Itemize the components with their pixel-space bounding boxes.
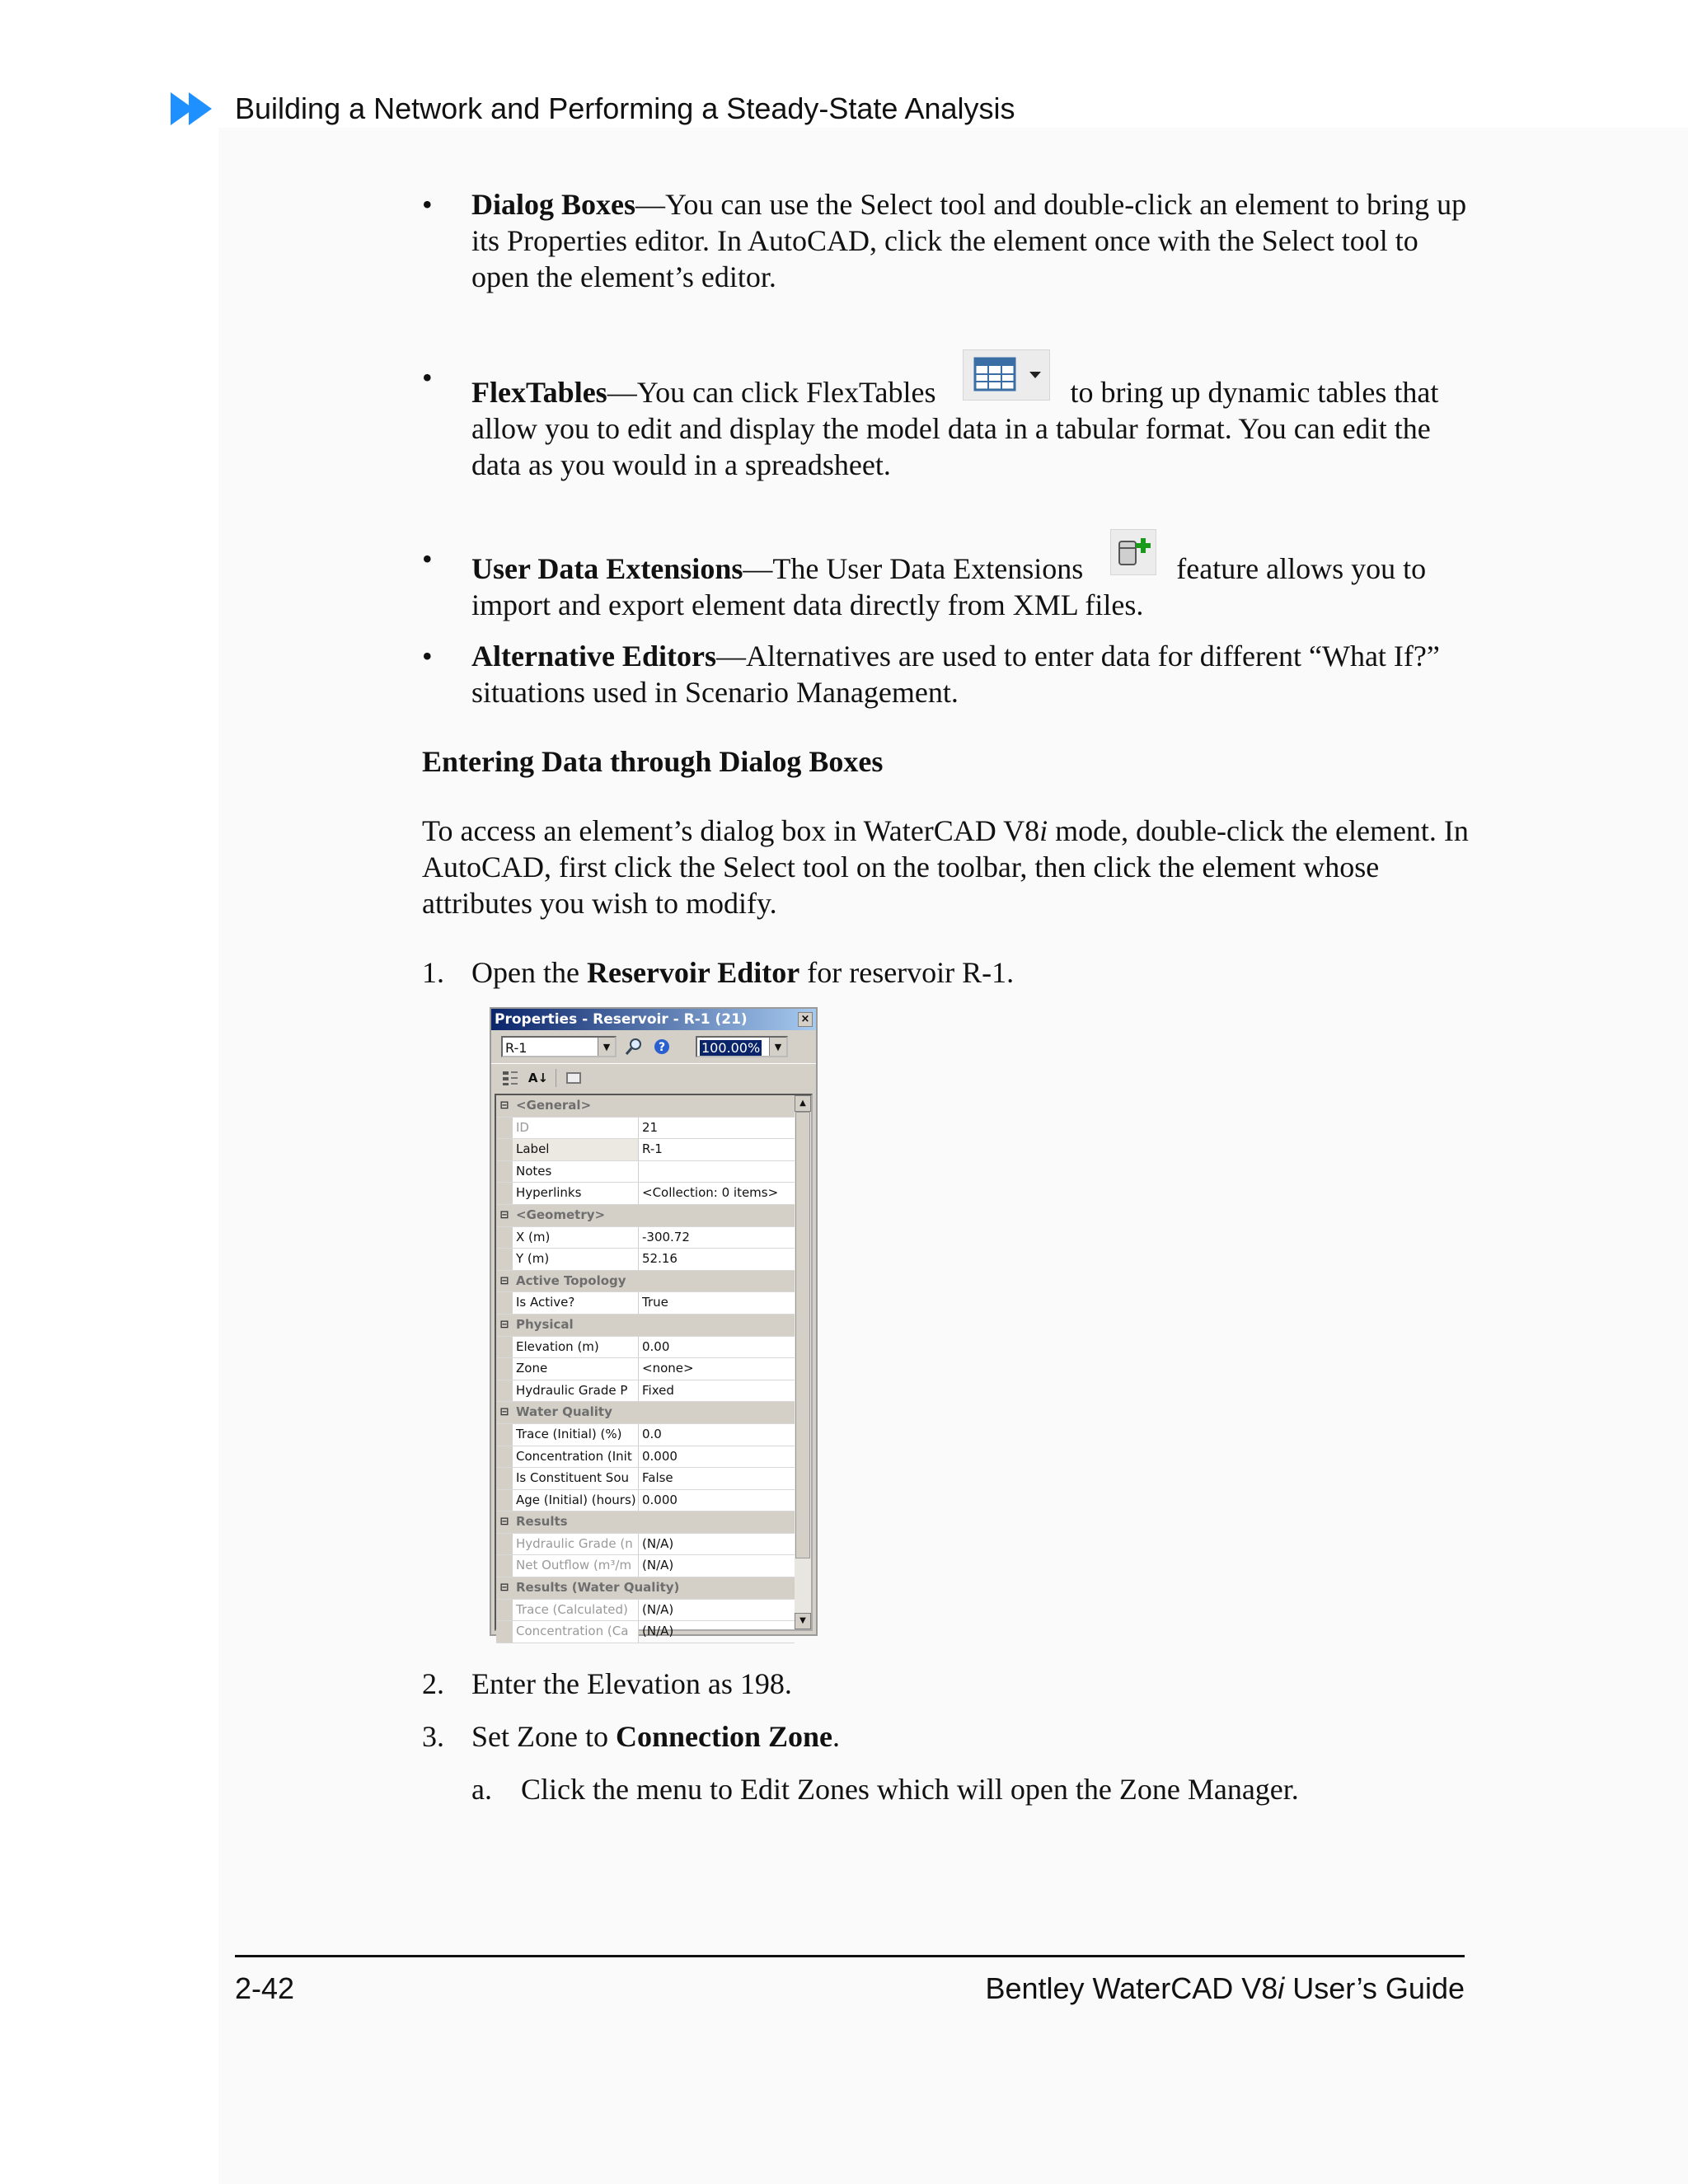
property-row[interactable] bbox=[496, 1490, 795, 1512]
bullet-text-before: —You can click FlexTables bbox=[607, 376, 936, 409]
category-label: Physical bbox=[516, 1316, 574, 1332]
property-value[interactable]: True bbox=[642, 1295, 668, 1310]
row-indent bbox=[496, 1600, 513, 1621]
scroll-up-icon[interactable]: ▲ bbox=[795, 1095, 811, 1112]
footer-rule bbox=[235, 1955, 1465, 1957]
properties-dialog bbox=[490, 1007, 818, 1639]
bullet-term: FlexTables bbox=[471, 376, 607, 409]
property-row[interactable] bbox=[496, 1118, 795, 1140]
double-arrow-icon bbox=[169, 91, 222, 127]
substep-a bbox=[471, 1771, 1469, 1807]
step-number: 1. bbox=[422, 956, 444, 989]
step-3 bbox=[422, 1718, 1469, 1755]
property-grid bbox=[495, 1094, 813, 1639]
collapse-toggle-icon[interactable]: ⊟ bbox=[499, 1318, 509, 1331]
dialog-selector-row bbox=[491, 1030, 816, 1063]
property-value: (N/A) bbox=[642, 1558, 674, 1573]
property-name: Elevation (m) bbox=[513, 1337, 639, 1358]
element-select-value: R-1 bbox=[505, 1040, 528, 1056]
step-1 bbox=[422, 954, 1469, 991]
row-indent bbox=[496, 1292, 513, 1314]
collapse-toggle-icon[interactable]: ⊟ bbox=[499, 1099, 509, 1112]
collapse-toggle-icon[interactable]: ⊟ bbox=[499, 1406, 509, 1419]
bullet-text-after: feature allows you to import and export element data directly from XML files. bbox=[471, 552, 1427, 621]
step-2 bbox=[422, 1666, 1469, 1702]
property-value[interactable]: 0.000 bbox=[642, 1448, 678, 1464]
property-row[interactable] bbox=[496, 1249, 795, 1271]
property-name: Hyperlinks bbox=[513, 1183, 639, 1204]
row-indent bbox=[496, 1183, 513, 1204]
collapse-toggle-icon[interactable]: ⊟ bbox=[499, 1582, 509, 1595]
property-value: (N/A) bbox=[642, 1601, 674, 1617]
collapse-toggle-icon[interactable]: ⊟ bbox=[499, 1274, 509, 1287]
bullet-term: Alternative Editors bbox=[471, 640, 716, 673]
main-content bbox=[422, 186, 1469, 1807]
row-indent bbox=[496, 1227, 513, 1249]
guide-title-italic: i bbox=[1278, 1971, 1285, 2005]
row-indent bbox=[496, 1249, 513, 1270]
property-row[interactable] bbox=[496, 1446, 795, 1469]
property-name: Net Outflow (m³/m bbox=[513, 1555, 639, 1577]
dialog-titlebar bbox=[491, 1009, 816, 1030]
sort-alphabetical-icon[interactable]: A↓ bbox=[528, 1071, 549, 1085]
row-indent bbox=[496, 1468, 513, 1489]
step-text: Set Zone to bbox=[471, 1720, 616, 1753]
property-value[interactable]: 0.000 bbox=[642, 1492, 678, 1507]
property-category[interactable] bbox=[496, 1402, 795, 1424]
row-indent bbox=[496, 1424, 513, 1446]
bullet-dot: • bbox=[422, 542, 433, 575]
property-grid-rows bbox=[496, 1095, 795, 1643]
bullet-dialog-boxes bbox=[422, 186, 1469, 295]
collapse-toggle-icon[interactable]: ⊟ bbox=[499, 1208, 509, 1221]
property-row[interactable] bbox=[496, 1337, 795, 1359]
property-name: Trace (Calculated) bbox=[513, 1600, 639, 1621]
collapse-toggle-icon[interactable]: ⊟ bbox=[499, 1516, 509, 1529]
category-label: Water Quality bbox=[516, 1404, 612, 1420]
section-heading: Entering Data through Dialog Boxes bbox=[422, 745, 884, 778]
bullet-term: Dialog Boxes bbox=[471, 188, 636, 221]
row-indent bbox=[496, 1118, 513, 1139]
page-number: 2-42 bbox=[235, 1971, 295, 2005]
property-row[interactable] bbox=[496, 1358, 795, 1380]
bullet-text: —You can use the Select tool and double-click an element to bring up its Properties editor. In AutoCAD, click the element once with the Select tool to open the element’s editor. bbox=[471, 188, 1467, 293]
property-category[interactable] bbox=[496, 1205, 795, 1227]
header-title: Building a Network and Performing a Steady-State Analysis bbox=[235, 91, 1015, 125]
intro-paragraph bbox=[422, 813, 1469, 921]
property-row[interactable] bbox=[496, 1600, 795, 1622]
svg-text:?: ? bbox=[658, 1041, 666, 1054]
element-select[interactable] bbox=[501, 1036, 617, 1057]
row-indent bbox=[496, 1621, 513, 1643]
row-indent bbox=[496, 1380, 513, 1402]
category-label: <Geometry> bbox=[516, 1207, 606, 1222]
property-name: Concentration (Init bbox=[513, 1446, 639, 1468]
property-name: Hydraulic Grade P bbox=[513, 1380, 639, 1402]
dialog-title: Properties - Reservoir - R-1 (21) bbox=[495, 1011, 748, 1028]
substep-letter: a. bbox=[471, 1773, 492, 1806]
property-name: Age (Initial) (hours) bbox=[513, 1490, 639, 1511]
bullet-user-data-extensions bbox=[422, 541, 1469, 623]
property-row[interactable] bbox=[496, 1468, 795, 1490]
flextables-icon[interactable] bbox=[963, 349, 1050, 401]
property-value[interactable]: Fixed bbox=[642, 1382, 674, 1398]
step-number: 2. bbox=[422, 1667, 444, 1700]
bullet-text-before: —The User Data Extensions bbox=[743, 552, 1084, 585]
row-indent bbox=[496, 1358, 513, 1380]
category-label: Results (Water Quality) bbox=[516, 1580, 680, 1596]
step-bold: Reservoir Editor bbox=[586, 956, 800, 989]
bullet-dot: • bbox=[422, 361, 433, 394]
property-category[interactable] bbox=[496, 1511, 795, 1534]
property-pages-icon[interactable] bbox=[563, 1068, 584, 1088]
row-indent bbox=[496, 1446, 513, 1468]
property-value[interactable]: -300.72 bbox=[642, 1229, 690, 1244]
property-name: Is Active? bbox=[513, 1292, 639, 1314]
property-row[interactable] bbox=[496, 1139, 795, 1161]
zoom-select[interactable] bbox=[696, 1036, 788, 1057]
bullet-dot: • bbox=[422, 188, 433, 221]
property-row[interactable] bbox=[496, 1380, 795, 1403]
property-value[interactable]: <none> bbox=[642, 1361, 694, 1376]
property-value[interactable]: 0.00 bbox=[642, 1338, 670, 1354]
property-value[interactable]: <Collection: 0 items> bbox=[642, 1185, 779, 1201]
intro-text: To access an element’s dialog box in WaterCAD V8 bbox=[422, 814, 1040, 847]
category-label: Active Topology bbox=[516, 1272, 626, 1288]
chevron-down-icon[interactable]: ▼ bbox=[769, 1038, 786, 1056]
bullet-alternative-editors bbox=[422, 638, 1469, 710]
step-text: Enter the Elevation as 198. bbox=[471, 1667, 792, 1700]
step-text-rest: for reservoir R-1. bbox=[799, 956, 1015, 989]
bullet-flextables bbox=[422, 359, 1469, 483]
property-value[interactable] bbox=[639, 1161, 795, 1183]
property-name: Zone bbox=[513, 1358, 639, 1380]
property-value: 21 bbox=[642, 1119, 659, 1135]
row-indent bbox=[496, 1490, 513, 1511]
vertical-scrollbar[interactable] bbox=[795, 1095, 811, 1629]
row-indent bbox=[496, 1139, 513, 1160]
property-row[interactable] bbox=[496, 1621, 795, 1643]
substep-text: Click the menu to Edit Zones which will open the Zone Manager. bbox=[521, 1773, 1299, 1806]
user-data-extensions-icon[interactable] bbox=[1110, 529, 1156, 575]
bullet-dot: • bbox=[422, 640, 433, 673]
zoom-to-element-icon[interactable] bbox=[623, 1037, 645, 1057]
help-icon[interactable] bbox=[651, 1037, 673, 1057]
property-name: Y (m) bbox=[513, 1249, 639, 1270]
property-row[interactable] bbox=[496, 1424, 795, 1446]
property-name: Concentration (Ca bbox=[513, 1621, 639, 1643]
property-row[interactable] bbox=[496, 1534, 795, 1556]
chevron-down-icon[interactable]: ▼ bbox=[598, 1038, 615, 1056]
property-name: Notes bbox=[513, 1161, 639, 1183]
guide-title-rest: User’s Guide bbox=[1284, 1971, 1465, 2005]
property-value: (N/A) bbox=[642, 1624, 674, 1639]
categorized-view-icon[interactable] bbox=[499, 1068, 521, 1088]
property-value[interactable]: 52.16 bbox=[642, 1251, 678, 1267]
bullet-text: —Alternatives are used to enter data for different “What If?” situations used in Scenario Management. bbox=[471, 640, 1440, 709]
dialog-toolbar bbox=[491, 1063, 816, 1092]
step-text: Open the bbox=[471, 956, 587, 989]
row-indent bbox=[496, 1161, 513, 1183]
scroll-thumb[interactable] bbox=[795, 1112, 810, 1558]
scroll-down-icon[interactable]: ▼ bbox=[795, 1613, 811, 1629]
step-bold: Connection Zone bbox=[615, 1720, 833, 1753]
property-category[interactable] bbox=[496, 1095, 795, 1118]
category-label: <General> bbox=[516, 1098, 592, 1113]
property-row[interactable] bbox=[496, 1183, 795, 1205]
bullet-term: User Data Extensions bbox=[471, 552, 743, 585]
property-value[interactable]: False bbox=[642, 1470, 673, 1486]
property-row[interactable] bbox=[496, 1227, 795, 1249]
property-value: (N/A) bbox=[642, 1535, 674, 1551]
property-category[interactable] bbox=[496, 1315, 795, 1337]
property-category[interactable] bbox=[496, 1271, 795, 1293]
property-row[interactable] bbox=[496, 1555, 795, 1577]
intro-text-rest: mode, double-click the element. In AutoCAD, first click the Select tool on the toolbar, then click the element whose attributes you wish to modify. bbox=[422, 814, 1469, 920]
property-name: Hydraulic Grade (n bbox=[513, 1534, 639, 1555]
category-label: Results bbox=[516, 1514, 568, 1530]
property-name: ID bbox=[513, 1118, 639, 1139]
zoom-value: 100.00% bbox=[701, 1040, 761, 1056]
step-number: 3. bbox=[422, 1720, 444, 1753]
intro-italic: i bbox=[1039, 814, 1048, 847]
property-category[interactable] bbox=[496, 1577, 795, 1600]
close-button[interactable]: × bbox=[798, 1012, 813, 1027]
row-indent bbox=[496, 1534, 513, 1555]
property-name: Label bbox=[513, 1139, 639, 1160]
row-indent bbox=[496, 1337, 513, 1358]
property-row[interactable] bbox=[496, 1161, 795, 1183]
property-name: X (m) bbox=[513, 1227, 639, 1249]
running-header bbox=[169, 89, 1015, 129]
row-indent bbox=[496, 1555, 513, 1577]
step-text-rest: . bbox=[832, 1720, 841, 1753]
property-value[interactable]: R-1 bbox=[642, 1141, 663, 1157]
bullet-text-after: to bring up dynamic tables that allow you to edit and display the model data in a tabular format. You can edit the data as you would in a spreadsheet. bbox=[471, 376, 1439, 481]
property-row[interactable] bbox=[496, 1292, 795, 1315]
property-name: Is Constituent Sou bbox=[513, 1468, 639, 1489]
property-value[interactable]: 0.0 bbox=[642, 1426, 662, 1441]
property-name: Trace (Initial) (%) bbox=[513, 1424, 639, 1446]
guide-title bbox=[985, 1971, 1465, 2006]
guide-title-text: Bentley WaterCAD V8 bbox=[985, 1971, 1278, 2005]
